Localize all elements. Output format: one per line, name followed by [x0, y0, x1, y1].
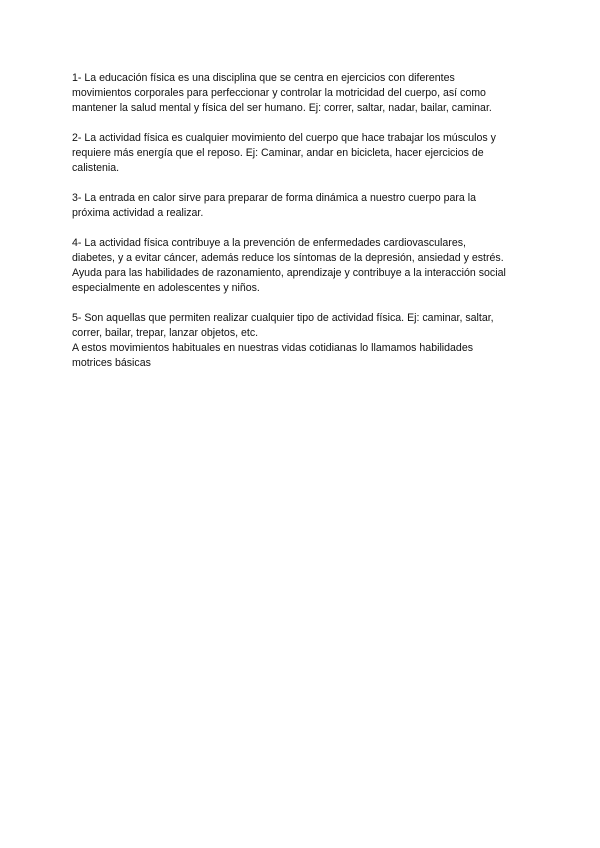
paragraph-line: correr, bailar, trepar, lanzar objetos, etc.: [72, 327, 259, 339]
paragraph-line: mantener la salud mental y física del ser humano. Ej: correr, saltar, nadar, bailar, caminar.: [72, 102, 492, 114]
paragraph-line: 3- La entrada en calor sirve para preparar de forma dinámica a nuestro cuerpo para la: [72, 192, 476, 204]
paragraph-2: [72, 131, 534, 176]
paragraph-line: calistenia.: [72, 162, 120, 174]
paragraph-line: especialmente en adolescentes y niños.: [72, 282, 260, 294]
paragraph-line: motrices básicas: [72, 357, 151, 369]
paragraph-line: diabetes, y a evitar cáncer, además reduce los síntomas de la depresión, ansiedad y estrés.: [72, 252, 504, 264]
paragraph-line: 1- La educación física es una disciplina que se centra en ejercicios con diferentes: [72, 72, 455, 84]
paragraph-line: A estos movimientos habituales en nuestras vidas cotidianas lo llamamos habilidades: [72, 342, 474, 354]
paragraph-4: [72, 236, 534, 296]
paragraph-5: [72, 311, 534, 371]
paragraph-line: 2- La actividad física es cualquier movimiento del cuerpo que hace trabajar los músculos y: [72, 132, 496, 144]
paragraph-line: 4- La actividad física contribuye a la prevención de enfermedades cardiovasculares,: [72, 237, 466, 249]
paragraph-line: movimientos corporales para perfeccionar y controlar la motricidad del cuerpo, así como: [72, 87, 486, 99]
document-body: [72, 71, 534, 371]
paragraph-1: [72, 71, 534, 116]
paragraph-line: requiere más energía que el reposo. Ej: Caminar, andar en bicicleta, hacer ejercicios de: [72, 147, 484, 159]
paragraph-line: 5- Son aquellas que permiten realizar cualquier tipo de actividad física. Ej: caminar, saltar,: [72, 312, 494, 324]
paragraph-line: Ayuda para las habilidades de razonamiento, aprendizaje y contribuye a la interacción social: [72, 267, 506, 279]
paragraph-3: [72, 191, 534, 221]
paragraph-line: próxima actividad a realizar.: [72, 207, 204, 219]
